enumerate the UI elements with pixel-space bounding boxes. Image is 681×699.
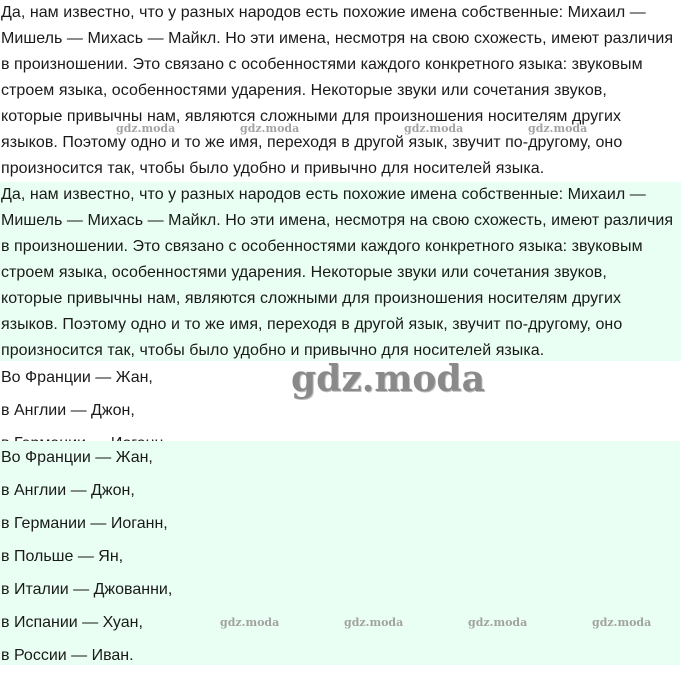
- paragraph-highlighted: [0, 182, 681, 361]
- paragraph-line: произносится так, чтобы было удобно и привычно для носителей языка.: [1, 342, 545, 359]
- watermark-small: gdz.moda: [528, 122, 588, 135]
- watermark-small: gdz.moda: [344, 616, 404, 629]
- list-item: в Италии — Джованни,: [1, 581, 173, 598]
- paragraph-line: Мишель — Михась — Майкл. Но эти имена, несмотря на свою схожесть, имеют различия: [1, 212, 674, 229]
- paragraph-original: [0, 0, 681, 182]
- watermark-large: gdz.moda: [291, 358, 485, 400]
- paragraph-line: языков. Поэтому одно и то же имя, переходя в другой язык, звучит по-другому, оно: [1, 316, 623, 333]
- names-list-highlighted: [0, 441, 680, 665]
- paragraph-line: которые привычны нам, являются сложными для произношения носителям других: [1, 290, 622, 307]
- list-item: в Испании — Хуан,: [1, 614, 143, 631]
- list-item: в Германии — Иоганн,: [1, 515, 168, 532]
- list-item: Во Франции — Жан,: [1, 449, 153, 466]
- list-item: в России — Иван.: [1, 647, 134, 664]
- paragraph-line: которые привычны нам, являются сложными для произношения носителям других: [1, 108, 622, 125]
- paragraph-line: произносится так, чтобы было удобно и привычно для носителей языка.: [1, 160, 545, 177]
- paragraph-line: в произношении. Это связано с особенностями каждого конкретного языка: звуковым: [1, 56, 643, 73]
- paragraph-line: строем языка, особенностями ударения. Некоторые звуки или сочетания звуков,: [1, 264, 607, 281]
- list-item: в Англии — Джон,: [1, 402, 135, 419]
- list-item: в Англии — Джон,: [1, 482, 135, 499]
- paragraph-line: Мишель — Михась — Майкл. Но эти имена, несмотря на свою схожесть, имеют различия: [1, 30, 674, 47]
- watermark-small: gdz.moda: [592, 616, 652, 629]
- watermark-small: gdz.moda: [116, 122, 176, 135]
- watermark-small: gdz.moda: [404, 122, 464, 135]
- paragraph-line: Да, нам известно, что у разных народов есть похожие имена собственные: Михаил —: [1, 4, 646, 21]
- paragraph-line: языков. Поэтому одно и то же имя, переходя в другой язык, звучит по-другому, оно: [1, 134, 623, 151]
- paragraph-line: в произношении. Это связано с особенностями каждого конкретного языка: звуковым: [1, 238, 643, 255]
- list-item: в Польше — Ян,: [1, 548, 124, 565]
- watermark-small: gdz.moda: [240, 122, 300, 135]
- list-item: Во Франции — Жан,: [1, 369, 153, 386]
- watermark-small: gdz.moda: [468, 616, 528, 629]
- paragraph-line: строем языка, особенностями ударения. Некоторые звуки или сочетания звуков,: [1, 82, 607, 99]
- watermark-small: gdz.moda: [220, 616, 280, 629]
- paragraph-line: Да, нам известно, что у разных народов есть похожие имена собственные: Михаил —: [1, 186, 646, 203]
